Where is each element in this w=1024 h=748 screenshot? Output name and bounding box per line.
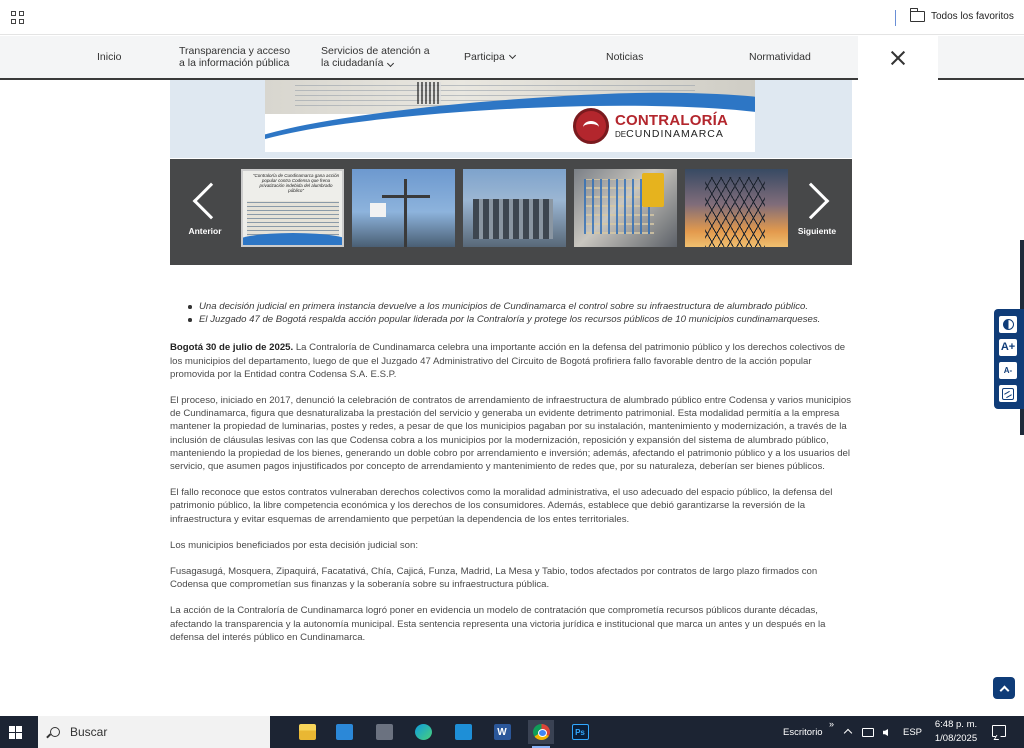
photoshop-icon: Ps (572, 724, 589, 740)
favorites-bar (0, 0, 1024, 35)
chevron-up-icon (844, 729, 852, 737)
edge-button[interactable] (410, 720, 436, 744)
photoshop-button[interactable] (567, 720, 593, 744)
carousel-thumb-electrical-panel[interactable] (574, 169, 677, 247)
dateline: Bogotá 30 de julio de 2025. (170, 342, 294, 354)
increase-font-button[interactable] (999, 339, 1017, 356)
contraloria-seal-logo (573, 108, 609, 144)
close-menu-button[interactable] (858, 36, 938, 80)
article-paragraph: El proceso, iniciado en 2017, denunció la celebración de contratos de arrendamiento de infraestructura de alumbrado público entre Codensa y varios municipios de Cundinamarca, figura que desnaturalizaba la prestación del servicio y generaba un evidente detrimento patrimonial. Esta modalidad permitía a la empresa mantener la propiedad de luminarias, postes y redes, a pesar de que los municipios pagaban por su instalación, mantenimiento y modernización, a través de la inclusión de cláusulas lesivas con las que Codensa cobra a los municipios por la modernización, reposición y expansión del sistema de alumbrado público, manteniendo la propiedad de los bienes, generando un doble cobro por arrendamiento e inversión; además, afectando el patrimonio público y a los usuarios del servicio, que asumen pagos injustificados por concepto de arrendamiento y mantenimiento de redes que, por su naturaleza, deberían ser bienes públicos. (170, 395, 852, 473)
thumb-caption: "Contraloría de Cundinamarca gana acción popular contra Codensa que frena privatización indebida del alumbrado público" (252, 173, 340, 193)
input-language[interactable]: ESP (903, 726, 923, 738)
edge-browser-icon (415, 724, 432, 740)
nav-transparencia-line2: a la información pública (179, 57, 290, 69)
carousel-prev-label: Anterior (188, 226, 222, 236)
decrease-font-button[interactable] (999, 362, 1017, 379)
nav-transparencia[interactable] (179, 36, 290, 78)
nav-servicios-line1: Servicios de atención a (321, 45, 430, 57)
apps-grid-icon[interactable] (11, 11, 24, 24)
carousel-thumb-power-towers[interactable] (685, 169, 788, 247)
logo-title: CONTRALORÍA (615, 112, 729, 129)
chevron-down-icon (509, 52, 516, 59)
chevron-left-icon (193, 183, 230, 220)
qr-code-icon (417, 82, 441, 104)
article-body (170, 300, 852, 644)
contrast-button[interactable] (999, 316, 1017, 333)
nav-transparencia-line1: Transparencia y acceso (179, 45, 291, 57)
chrome-button[interactable] (528, 720, 554, 744)
favorites-divider (895, 10, 896, 26)
taskbar-clock[interactable] (928, 718, 984, 746)
back-to-top-button[interactable] (993, 677, 1015, 699)
calculator-icon (376, 724, 393, 740)
chevron-down-icon (387, 60, 394, 67)
article-highlights (188, 300, 852, 326)
article-paragraph: Los municipios beneficiados por esta decisión judicial son: (170, 539, 418, 551)
calendar-button[interactable] (450, 720, 476, 744)
banner-image (265, 80, 755, 152)
chrome-icon (533, 724, 550, 740)
volume-icon[interactable] (883, 729, 888, 736)
clock-date: 1/08/2025 (934, 733, 978, 744)
taskbar (0, 716, 1024, 748)
network-icon[interactable] (862, 728, 874, 737)
article-paragraph: La acción de la Contraloría de Cundinamarca logró poner en evidencia un modelo de contratación que comprometía recursos públicos durante décadas, afectando la transparencia y la autonomía municipal. Esta sentencia representa una victoria jurídica e institucional que marca un antes y un después en la defensa del interés público en Cundinamarca. (170, 605, 826, 643)
close-icon (891, 51, 905, 65)
carousel-prev-button[interactable] (170, 159, 240, 265)
word-icon: W (494, 724, 511, 740)
nav-inicio[interactable] (97, 36, 122, 78)
article-paragraph: El fallo reconoce que estos contratos vulneraban derechos colectivos como la moralidad administrativa, el uso adecuado del espacio público, la defensa del patrimonio público, la libre competencia económica y los derechos de los consumidores. Además, establece que debió garantizarse la reversión de la infraestructura y evitar esquemas de arrendamiento que perpetúan la dependencia de los entes territoriales. (170, 487, 833, 525)
search-icon (50, 727, 60, 737)
highlight-item: El Juzgado 47 de Bogotá respalda acción popular liderada por la Contraloría y protege los recursos públicos de 10 municipios cundinamarqueses. (188, 313, 852, 326)
nav-participa[interactable] (464, 36, 515, 78)
all-favorites-folder[interactable] (910, 11, 1014, 22)
article-banner (170, 80, 852, 158)
tray-overflow-button[interactable] (842, 726, 854, 738)
carousel-next-button[interactable] (782, 159, 852, 265)
sign-language-button[interactable] (999, 385, 1017, 402)
nav-participa-label: Participa (464, 51, 505, 63)
nav-inicio-label: Inicio (97, 51, 122, 63)
store-button[interactable] (331, 720, 357, 744)
store-icon (336, 724, 353, 740)
carousel-thumb-banner[interactable] (241, 169, 344, 247)
word-button[interactable] (489, 720, 515, 744)
main-nav (0, 36, 1024, 80)
font-decrease-icon: A- (1003, 366, 1013, 375)
calculator-button[interactable] (371, 720, 397, 744)
calendar-icon (455, 724, 472, 740)
carousel-thumb-lineworker[interactable] (352, 169, 455, 247)
taskbar-search-placeholder: Buscar (70, 725, 108, 739)
nav-noticias[interactable] (606, 36, 643, 78)
logo-subtitle: DECUNDINAMARCA (615, 128, 724, 140)
image-carousel (170, 159, 852, 265)
file-explorer-button[interactable] (294, 720, 320, 744)
contrast-icon (1003, 319, 1014, 330)
file-explorer-icon (299, 724, 316, 740)
article-paragraph: Fusagasugá, Mosquera, Zipaquirá, Facatativá, Chía, Cajicá, Funza, Madrid, La Mesa y Tabio, todos afectados por contratos de largo plazo firmados con Codensa que comprometían sus finanzas y la soberanía sobre su infraestructura pública. (170, 566, 818, 591)
sign-language-icon (1002, 388, 1014, 400)
chevron-up-icon (999, 685, 1009, 695)
taskbar-search[interactable] (38, 716, 270, 748)
nav-normatividad[interactable] (749, 36, 811, 78)
highlight-item: Una decisión judicial en primera instancia devuelve a los municipios de Cundinamarca el control sobre su infraestructura de alumbrado público. (188, 300, 852, 313)
article-paragraph: Bogotá 30 de julio de 2025. La Contraloría de Cundinamarca celebra una importante acción en la defensa del patrimonio público y los derechos colectivos de los municipios del departamento, luego de que el Juzgado 47 Administrativo del Circuito de Bogotá profiriera fallo favorable dentro de la acción popular promovida por la Entidad contra Codensa S.A. E.S.P. (170, 342, 846, 380)
windows-start-icon[interactable] (9, 726, 22, 739)
desktop-toolbar-label[interactable]: Escritorio (783, 726, 823, 738)
chevron-right-icon (793, 183, 830, 220)
all-favorites-label: Todos los favoritos (931, 11, 1014, 22)
nav-normatividad-label: Normatividad (749, 51, 811, 63)
nav-servicios[interactable] (321, 36, 430, 78)
font-increase-icon: A+ (1000, 341, 1016, 353)
nav-noticias-label: Noticias (606, 51, 644, 63)
clock-time: 6:48 p. m. (934, 719, 978, 730)
carousel-next-label: Siguiente (797, 226, 837, 236)
carousel-thumb-substation[interactable] (463, 169, 566, 247)
folder-icon (910, 11, 925, 22)
nav-servicios-line2: la ciudadanía (321, 57, 384, 69)
toolbar-overflow-icon[interactable]: » (829, 719, 835, 729)
notifications-icon[interactable] (992, 725, 1006, 737)
accessibility-panel (994, 309, 1024, 409)
